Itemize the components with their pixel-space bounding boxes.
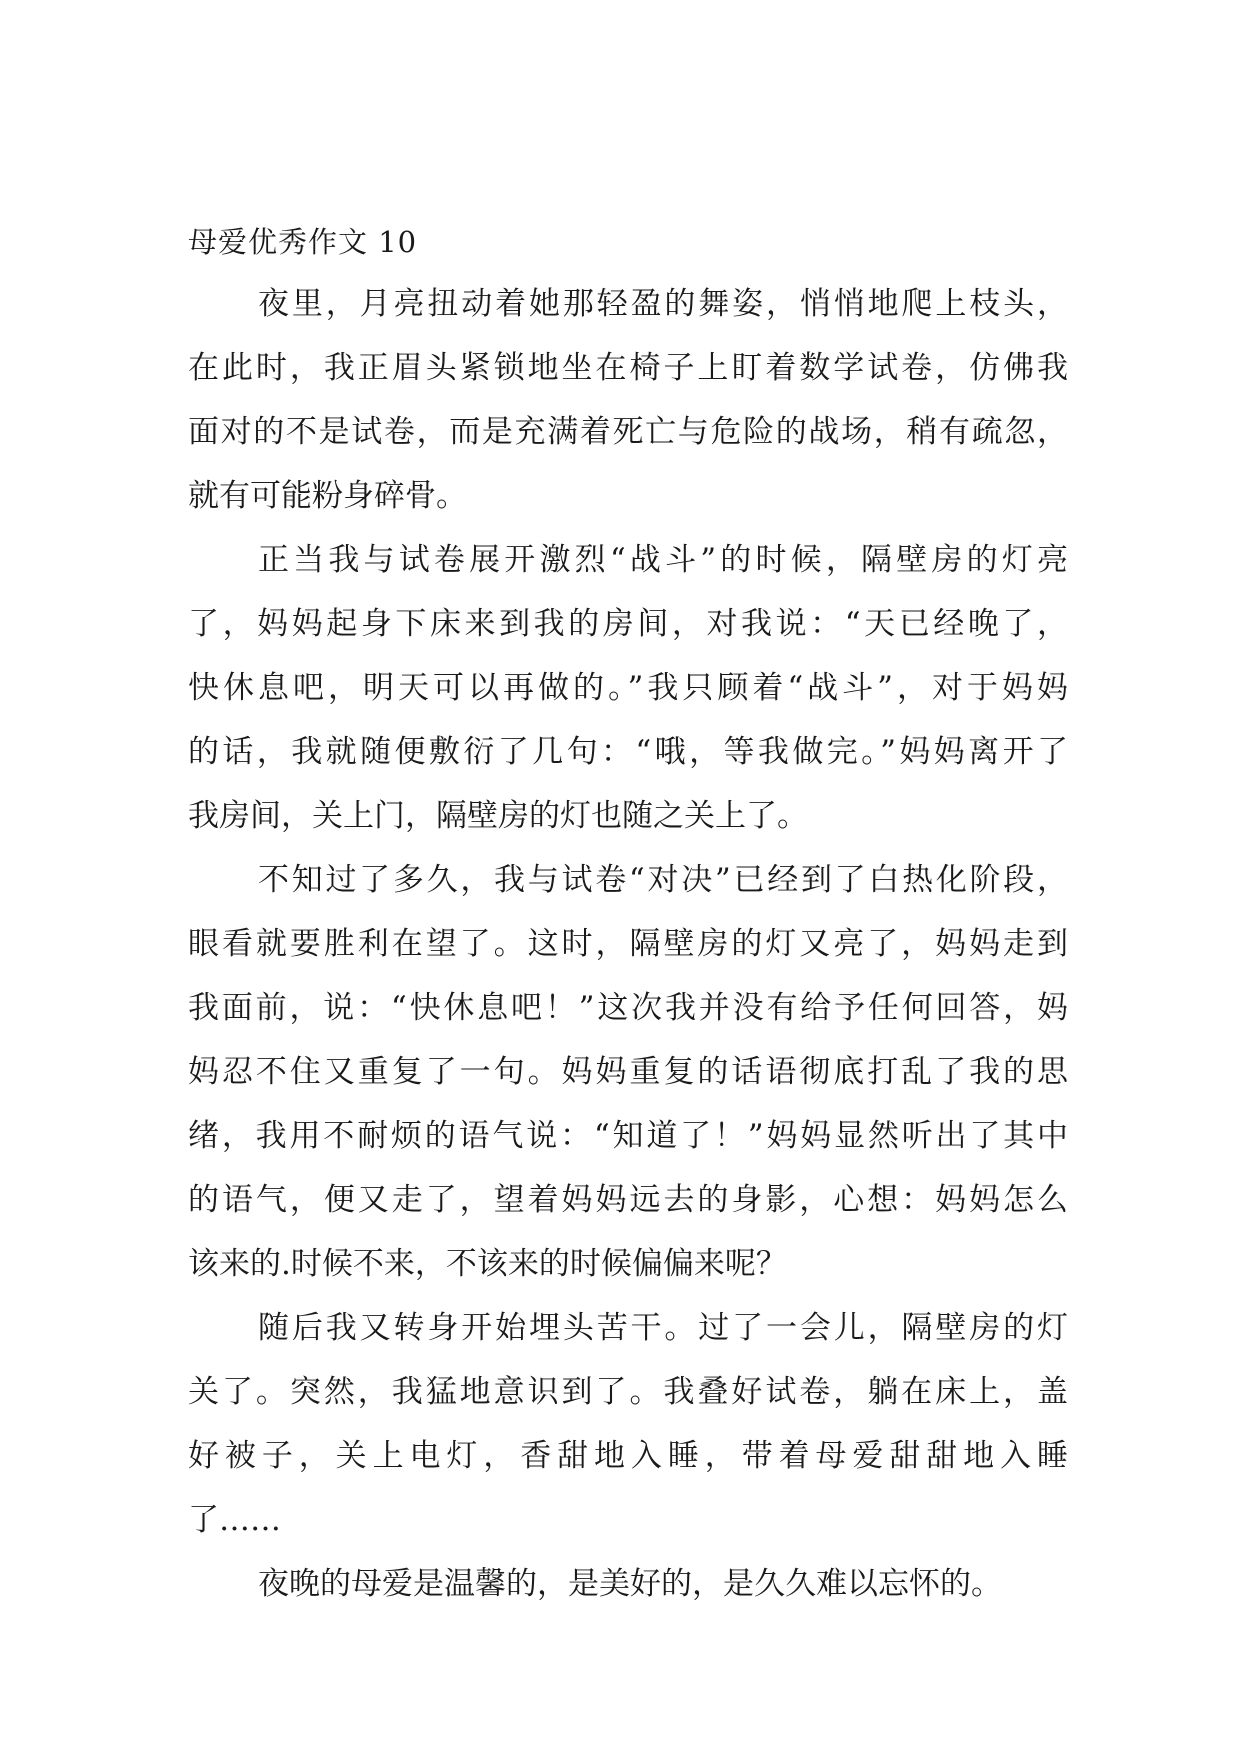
text-line: 眼看就要胜利在望了。这时，隔壁房的灯又亮了，妈妈走到 xyxy=(188,926,1068,962)
text-line: 好被子，关上电灯，香甜地入睡，带着母爱甜甜地入睡 xyxy=(188,1438,1068,1474)
text-line: 的话，我就随便敷衍了几句：“哦，等我做完。”妈妈离开了 xyxy=(188,734,1068,770)
essay-body xyxy=(188,272,1068,1616)
text-line: 就有可能粉身碎骨。 xyxy=(188,478,467,514)
text-line: 妈忍不住又重复了一句。妈妈重复的话语彻底打乱了我的思 xyxy=(188,1054,1068,1090)
text-line: 夜里，月亮扭动着她那轻盈的舞姿，悄悄地爬上枝头， xyxy=(258,286,1068,322)
text-line: 面对的不是试卷，而是充满着死亡与危险的战场，稍有疏忽， xyxy=(188,414,1068,450)
text-line: 我面前，说：“快休息吧！”这次我并没有给予任何回答，妈 xyxy=(188,990,1068,1026)
paragraph xyxy=(188,848,1068,1296)
text-line: 夜晚的母爱是温馨的，是美好的，是久久难以忘怀的。 xyxy=(258,1566,1002,1602)
text-line: 该来的.时候不来，不该来的时候偏偏来呢？ xyxy=(188,1246,787,1282)
text-line: 了…… xyxy=(188,1502,281,1538)
text-line: 的语气，便又走了，望着妈妈远去的身影，心想：妈妈怎么 xyxy=(188,1182,1068,1218)
text-line: 在此时，我正眉头紧锁地坐在椅子上盯着数学试卷，仿佛我 xyxy=(188,350,1068,386)
paragraph xyxy=(188,272,1068,528)
text-line: 关了。突然，我猛地意识到了。我叠好试卷，躺在床上，盖 xyxy=(188,1374,1068,1410)
text-line: 我房间，关上门，隔壁房的灯也随之关上了。 xyxy=(188,798,808,834)
text-line: 绪，我用不耐烦的语气说：“知道了！”妈妈显然听出了其中 xyxy=(188,1118,1068,1154)
text-line: 正当我与试卷展开激烈“战斗”的时候，隔壁房的灯亮 xyxy=(258,542,1068,578)
essay-title: 母爱优秀作文 10 xyxy=(188,225,418,259)
text-line: 了，妈妈起身下床来到我的房间，对我说：“天已经晚了， xyxy=(188,606,1068,642)
paragraph xyxy=(188,1296,1068,1552)
text-line: 随后我又转身开始埋头苦干。过了一会儿，隔壁房的灯 xyxy=(258,1310,1068,1346)
text-line: 不知过了多久，我与试卷“对决”已经到了白热化阶段， xyxy=(258,862,1068,898)
paragraph xyxy=(188,528,1068,848)
text-line: 快休息吧，明天可以再做的。”我只顾着“战斗”，对于妈妈 xyxy=(188,670,1068,706)
paragraph xyxy=(188,1552,1068,1616)
